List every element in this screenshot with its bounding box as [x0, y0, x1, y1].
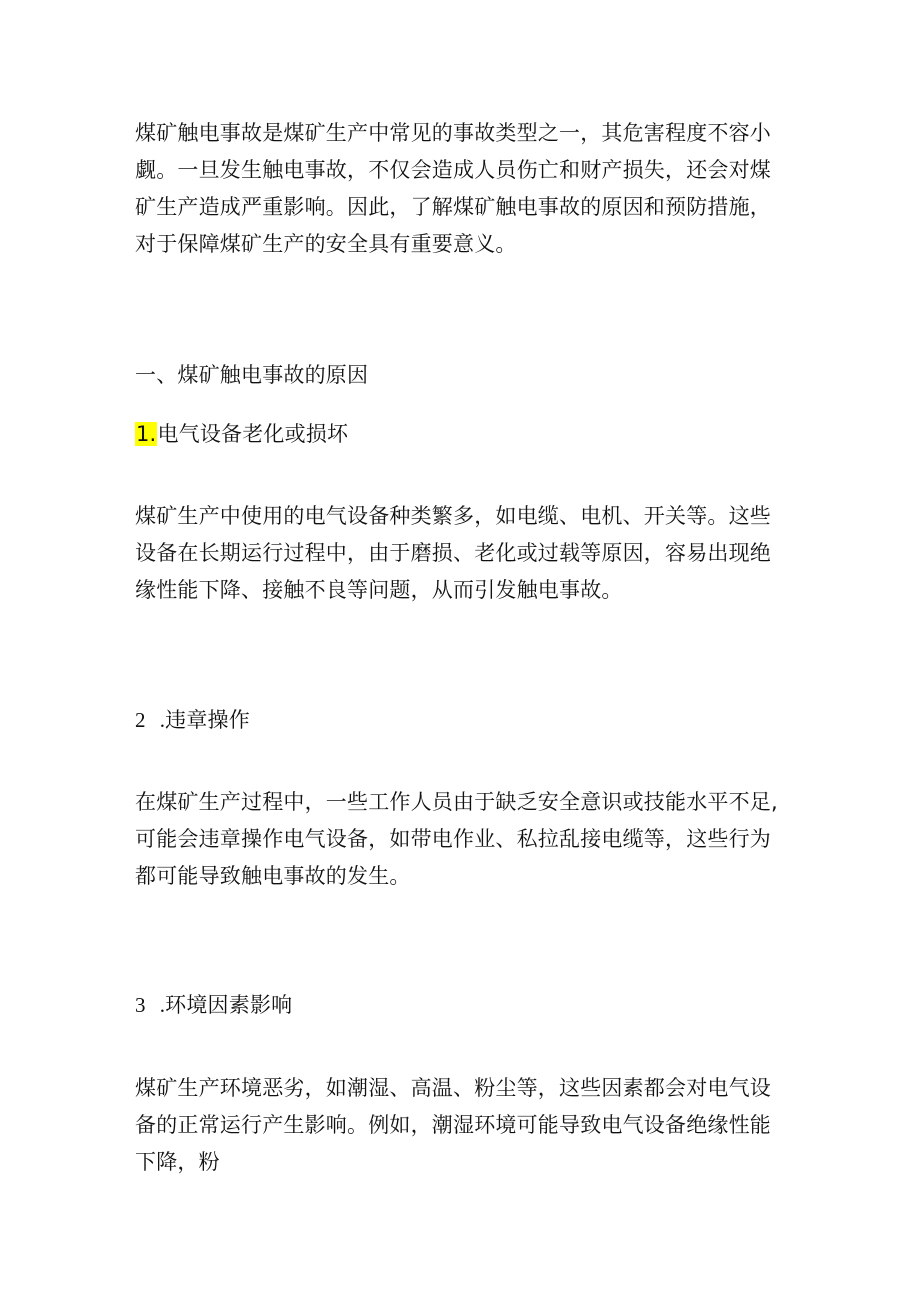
- item-dot-2: .: [159, 708, 166, 732]
- intro-paragraph: 煤矿触电事故是煤矿生产中常见的事故类型之一，其危害程度不容小觑。一旦发生触电事故，不仅会造成人员伤亡和财产损失，还会对煤矿生产造成严重影响。因此，了解煤矿触电事故的原因和预防措施，对于保障煤矿生产的安全具有重要意义。: [135, 121, 771, 256]
- item-number-1-highlight: 1.: [136, 422, 157, 446]
- item-number-2: 2: [135, 708, 146, 732]
- item-heading-3: [135, 987, 785, 1024]
- item-heading-2: [135, 702, 785, 739]
- item-body-2: 在煤矿生产过程中，一些工作人员由于缺乏安全意识或技能水平不足,可能会违章操作电气设备，如带电作业、私拉乱接电缆等，这些行为都可能导致触电事故的发生。: [135, 790, 778, 888]
- section-heading: 一、煤矿触电事故的原因: [135, 363, 369, 387]
- item-number-3: 3: [135, 993, 146, 1017]
- item-title-3: 环境因素影响: [165, 993, 293, 1017]
- item-heading-1: [135, 416, 785, 453]
- item-body-1: 煤矿生产中使用的电气设备种类繁多，如电缆、电机、开关等。这些设备在长期运行过程中，由于磨损、老化或过载等原因，容易出现绝缘性能下降、接触不良等问题，从而引发触电事故。: [135, 504, 771, 602]
- item-dot-3: .: [159, 993, 166, 1017]
- item-title-2: 违章操作: [165, 708, 250, 732]
- item-body-3: 煤矿生产环境恶劣，如潮湿、高温、粉尘等，这些因素都会对电气设备的正常运行产生影响。例如，潮湿环境可能导致电气设备绝缘性能下降，粉: [135, 1076, 771, 1174]
- item-title-1: 电气设备老化或损坏: [157, 422, 349, 446]
